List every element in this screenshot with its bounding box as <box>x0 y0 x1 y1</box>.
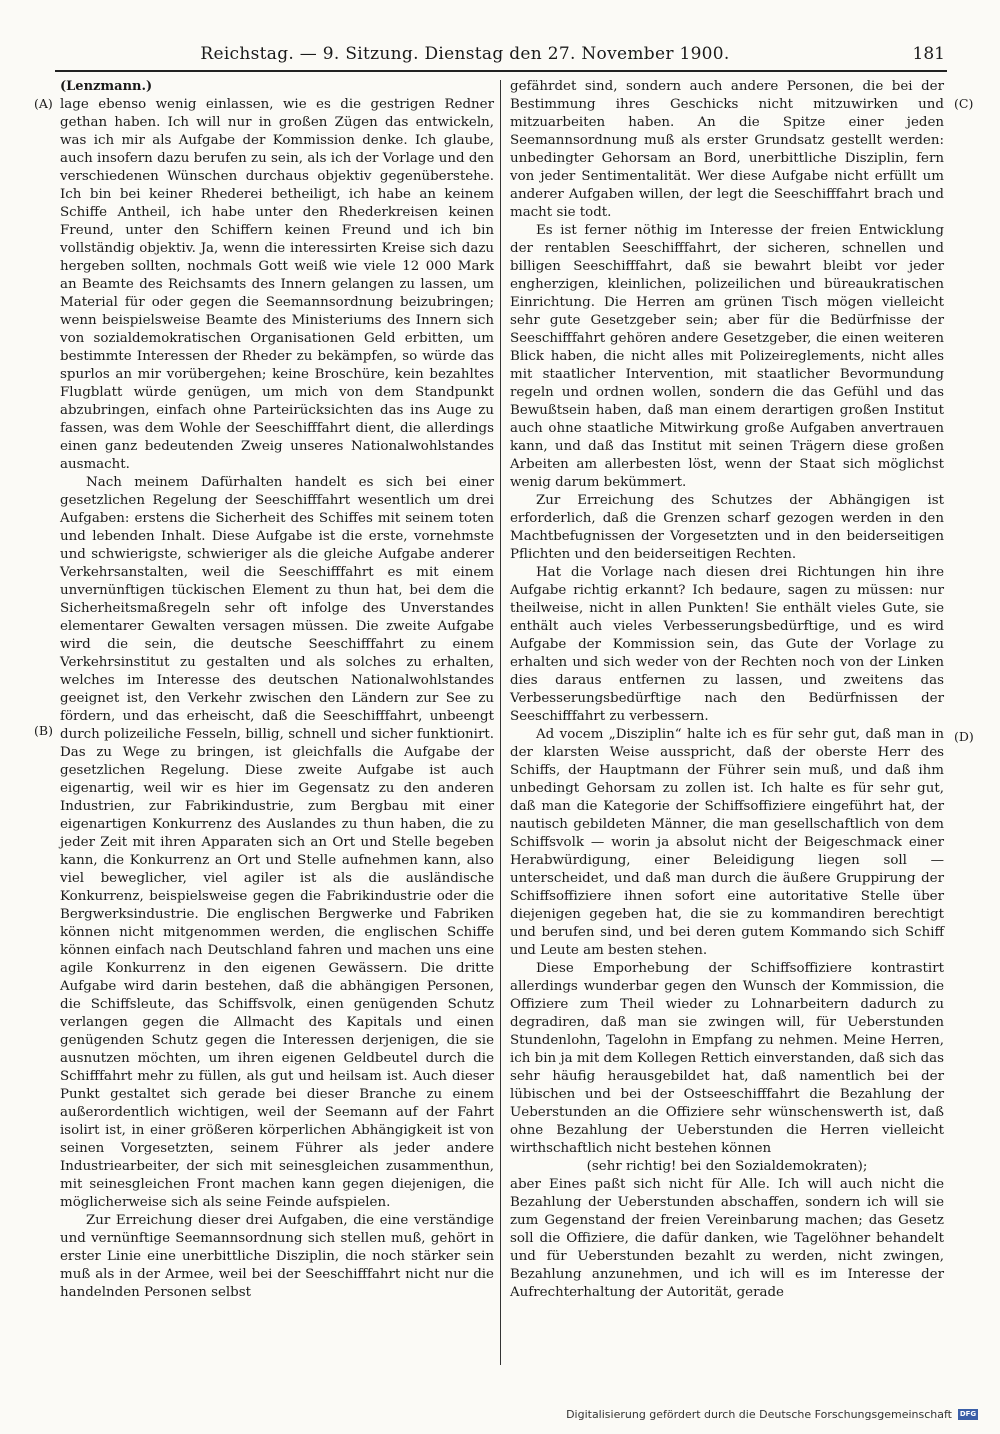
interjection: (sehr richtig! bei den Sozialdemokraten); <box>586 1159 868 1174</box>
right-column <box>510 78 944 1302</box>
credit-text: Digitalisierung gefördert durch die Deutsche Forschungsgemeinschaft <box>566 1408 952 1421</box>
page-number: 181 <box>912 44 945 64</box>
paragraph: Hat die Vorlage nach diesen drei Richtungen hin ihre Aufgabe richtig erkannt? Ich bedaure, sagen zu müssen: nur theilweise, nicht in allen Punkten! Sie enthält vieles Gute, sie enthält auch vieles Verbesserungsbedürftige, und es wird Aufgabe der Kommission sein, das Gute der Vorlage zu erhalten und sich weder von der Rechten noch von der Linken dies daraus entfernen zu lassen, und zweitens das Verbesserungsbedürftige nach den Bedürfnissen der Seeschifffahrt zu verbessern. <box>510 565 944 724</box>
speaker-name: (Lenzmann.) <box>60 79 153 94</box>
paragraph: gefährdet sind, sondern auch andere Personen, die bei der Bestimmung ihres Geschicks nicht mitzuwirken und mitzuarbeiten haben. An die Spitze einer jeden Seemannsordnung muß als erster Grundsatz gestellt werden: unbedingter Gehorsam an Bord, unerbittliche Disziplin, fern von jeder Sentimentalität. Wer diese Aufgabe nicht erfüllt um anderer Aufgaben willen, der legt die Seeschifffahrt brach und macht sie todt. <box>510 79 944 220</box>
digitization-credit <box>566 1408 978 1421</box>
paragraph: Diese Emporhebung der Schiffsoffiziere kontrastirt allerdings wunderbar gegen den Wunsch der Kommission, die Offiziere zum Theil wieder zu Lohnarbeitern dadurch zu degradiren, daß man sie zwingen will, für Ueberstunden Stundenlohn, Tagelohn in Empfang zu nehmen. Meine Herren, ich bin ja mit dem Kollegen Rettich einverstanden, daß sich das sehr häufig herausgebildet hat, daß namentlich bei der lübischen und bei der Ostseeschifffahrt die Bezahlung der Ueberstunden an die Offiziere sehr wünschenswerth ist, daß ohne Bezahlung der Ueberstunden die Herren vielleicht wirthschaftlich nicht bestehen können <box>510 961 944 1156</box>
paragraph: Zur Erreichung dieser drei Aufgaben, die eine verständige und vernünftige Seemannsordnung sich stellen muß, gehört in erster Linie eine unerbittliche Disziplin, die noch stärker sein muß als in der Armee, weil bei der Seeschifffahrt nicht nur die handelnden Personen selbst <box>60 1213 494 1300</box>
column-divider <box>500 80 501 1365</box>
dfg-logo-icon: DFG <box>959 1410 977 1418</box>
margin-marker-c: (C) <box>954 96 974 111</box>
paragraph: lage ebenso wenig einlassen, wie es die gestrigen Redner gethan haben. Ich will nur in großen Zügen das entwickeln, was ich mir als Aufgabe der Kommission denke. Ich glaube, auch insofern dazu berufen zu sein, als ich der Vorlage und den verschiedenen Wünschen durchaus objektiv gegenüberstehe. Ich bin bei keiner Rhederei betheiligt, ich habe an keinem Schiffe Antheil, ich habe unter den Rhederkreisen keinen Freund, unter den Schiffern keinen Freund und ich bin vollständig objektiv. Ja, wenn die interessirten Kreise sich dazu hergeben sollten, nochmals Gott weiß wie viele 12 000 Mark an Beamte des Reichsamts des Innern gelangen zu lassen, um Material für oder gegen die Seemannsordnung beizubringen; wenn beispielsweise Beamte des Ministeriums des Innern sich von sozialdemokratischen Organisationen Geld erbitten, um bestimmte Interessen der Rheder zu bekämpfen, so würde das spurlos an mir vorübergehen; keine Broschüre, kein bezahltes Flugblatt würde genügen, um mich von dem Standpunkt abzubringen, einfach ohne Parteirücksichten das ins Auge zu fassen, was dem Wohle der Seeschifffahrt dient, die allerdings einen ganz bedeutenden Zweig unseres Nationalwohlstandes ausmacht. <box>60 97 494 472</box>
paragraph: Nach meinem Dafürhalten handelt es sich bei einer gesetzlichen Regelung der Seeschifffahrt wesentlich um drei Aufgaben: erstens die Sicherheit des Schiffes mit seinem toten und lebenden Inhalt. Diese Aufgabe ist die erste, vornehmste und schwierigste, schwieriger als die gleiche Aufgabe anderer Verkehrsanstalten, weil die Seeschifffahrt es mit einem unvernünftigen tückischen Element zu thun hat, bei dem die Sicherheitsmaßregeln sehr oft infolge des Unverstandes elementarer Gewalten versagen müssen. Die zweite Aufgabe wird die sein, die deutsche Seeschifffahrt zu einem Verkehrsinstitut zu gestalten und als solches zu erhalten, welches im Interesse des deutschen Nationalwohlstandes geeignet ist, den Verkehr zwischen den Ländern zur See zu fördern, und das erheischt, daß die Seeschifffahrt, unbeengt durch polizeiliche Fesseln, billig, schnell und sicher funktionirt. Das zu Wege zu bringen, ist gleichfalls die Aufgabe der gesetzlichen Regelung. Diese zweite Aufgabe ist auch eigenartig, weil wir es hier im Gegensatz zu den anderen Industrien, zur Fabrikindustrie, zum Bergbau mit einer eigenartigen Konkurrenz des Auslandes zu thun haben, die zu jeder Zeit mit ihren Apparaten sich an Ort und Stelle begeben kann, die Konkurrenz an Ort und Stelle aufnehmen kann, also viel beweglicher, viel agiler ist als die ausländische Konkurrenz, beispielsweise gegen die Fabrikindustrie oder die Bergwerksindustrie. Die englischen Bergwerke und Fabriken können nicht mitgenommen werden, die englischen Schiffe können einfach nach Deutschland fahren und machen uns eine agile Konkurrenz in den eigenen Gewässern. Die dritte Aufgabe wird darin bestehen, daß die abhängigen Personen, die Schiffsleute, das Schiffsvolk, einen genügenden Schutz verlangen gegen die Allmacht des Kapitals und einen genügenden Schutz gegen die Interessen derjenigen, die sie ausnutzen möchten, um ihren eigenen Geldbeutel durch die Schifffahrt mehr zu füllen, als gut und heilsam ist. Auch dieser Punkt gestaltet sich gerade bei dieser Branche zu einem außerordentlich wichtigen, weil der Seemann auf der Fahrt isolirt ist, in einer größeren körperlichen Abhängigkeit ist von seinen Vorgesetzten, seinem Führer als jeder andere Industriearbeiter, der sich mit seinesgleichen zusammenthun, mit seinesgleichen Front machen kann gegen diejenigen, die möglicherweise sich als seine Feinde aufspielen. <box>60 475 494 1210</box>
paragraph: Zur Erreichung des Schutzes der Abhängigen ist erforderlich, daß die Grenzen scharf gezogen werden in den Machtbefugnissen der Vorgesetzten und in den beiderseitigen Pflichten und den beiderseitigen Rechten. <box>510 493 944 562</box>
paragraph: aber Eines paßt sich nicht für Alle. Ich will auch nicht die Bezahlung der Ueberstunden abschaffen, sondern ich will sie zum Gegenstand der freien Vereinbarung machen; das Gesetz soll die Offiziere, die dafür danken, wie Tagelöhner behandelt und für Ueberstunden bezahlt zu werden, nicht zwingen, Bezahlung anzunehmen, und ich will es im Interesse der Aufrechterhaltung der Autorität, gerade <box>510 1177 944 1300</box>
paragraph: Es ist ferner nöthig im Interesse der freien Entwicklung der rentablen Seeschifffahrt, der sicheren, schnellen und billigen Seeschifffahrt, daß sie bewahrt bleibt vor jeder engherzigen, kleinlichen, polizeilichen und büreaukratischen Einrichtung. Die Herren am grünen Tisch mögen vielleicht sehr gute Gesetzgeber sein; aber für die Bedürfnisse der Seeschifffahrt gehören andere Gesetzgeber, die einen weiteren Blick haben, die nicht alles mit Polizeireglements, nicht alles mit staatlicher Intervention, mit staatlicher Bevormundung regeln und ordnen wollen, sondern die das Gefühl und das Bewußtsein haben, daß man einem derartigen großen Institut auch ohne staatliche Mitwirkung große Aufgaben anvertrauen kann, und daß das Institut mit seinen Trägern diese großen Arbeiten am allerbesten löst, wenn der Staat sich möglichst wenig darum bekümmert. <box>510 223 944 490</box>
page-header <box>55 44 947 72</box>
margin-marker-b: (B) <box>34 723 53 738</box>
margin-marker-a: (A) <box>34 96 53 111</box>
running-title: Reichstag. — 9. Sitzung. Dienstag den 27. November 1900. <box>200 44 730 64</box>
margin-marker-d: (D) <box>954 729 974 744</box>
left-column <box>60 78 494 1302</box>
paragraph: Ad vocem „Disziplin“ halte ich es für sehr gut, daß man in der klarsten Weise ausspricht, daß der oberste Herr des Schiffs, der Hauptmann der Führer sein muß, und daß ihm unbedingt Gehorsam zu zollen ist. Ich halte es für sehr gut, daß man die Kategorie der Schiffsoffiziere eingeführt hat, der nautisch gebildeten Männer, die man gesellschaftlich von dem Schiffsvolk — worin ja absolut nicht der Beigeschmack einer Herabwürdigung, einer Beleidigung liegen soll — unterscheidet, und daß man durch die äußere Gruppirung der Schiffsoffiziere ihnen sofort eine autoritative Stelle über diejenigen gegeben hat, die sie zu kommandiren berechtigt und berufen sind, und bei deren gutem Kommando sich Schiff und Leute am besten stehen. <box>510 727 944 958</box>
